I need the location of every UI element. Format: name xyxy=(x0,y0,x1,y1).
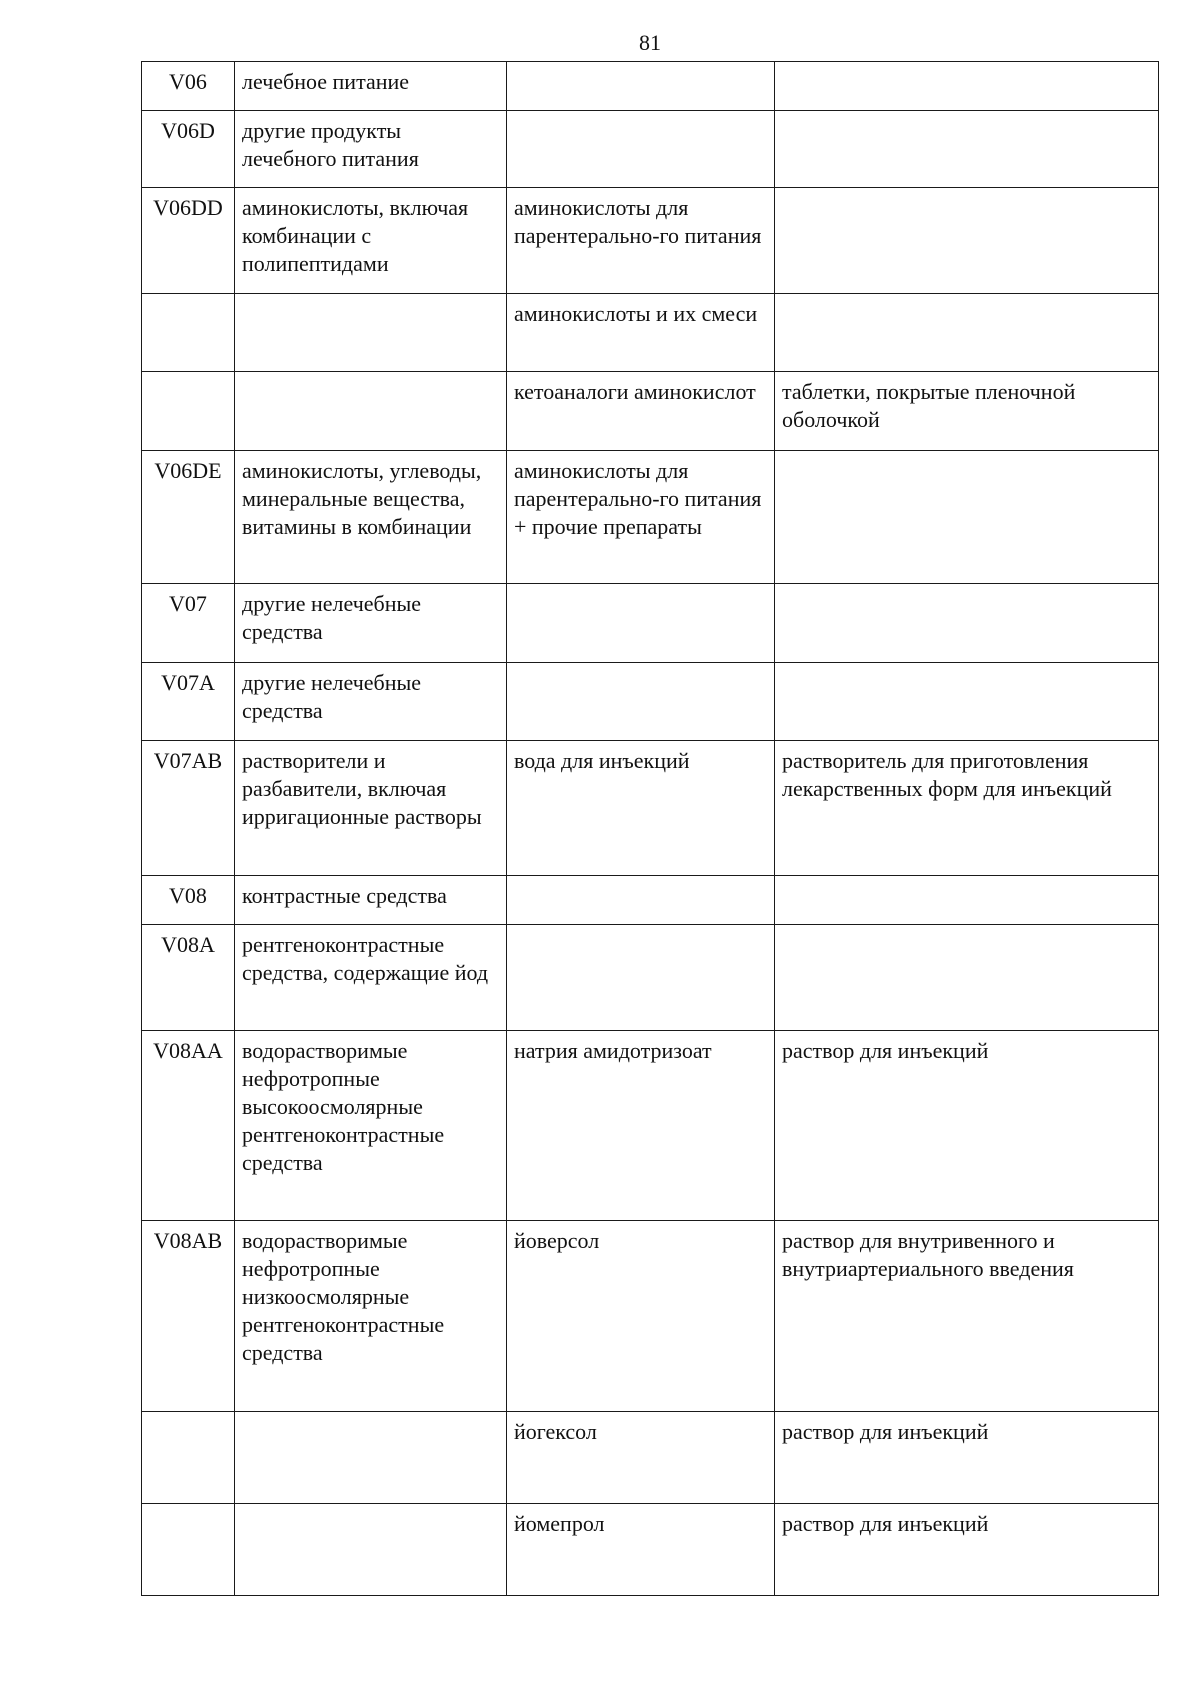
drug-cell: аминокислоты для парентерально-го питания xyxy=(507,188,775,294)
group-cell: рентгеноконтрастные средства, содержащие йод xyxy=(235,925,507,1031)
dosage-form-cell xyxy=(775,925,1159,1031)
table-row xyxy=(142,1412,1159,1504)
atc-code-cell: V08A xyxy=(142,925,235,1031)
group-cell: аминокислоты, углеводы, минеральные вещества, витамины в комбинации xyxy=(235,451,507,584)
table-row xyxy=(142,663,1159,741)
page-number: 81 xyxy=(639,30,661,55)
atc-code-cell: V06DD xyxy=(142,188,235,294)
table-row xyxy=(142,111,1159,188)
dosage-form-cell xyxy=(775,876,1159,925)
group-cell: водорастворимые нефротропные низкоосмолярные рентгеноконтрастные средства xyxy=(235,1221,507,1412)
atc-code-cell: V08AA xyxy=(142,1031,235,1221)
dosage-form-cell xyxy=(775,451,1159,584)
table-row xyxy=(142,584,1159,663)
drug-cell xyxy=(507,925,775,1031)
group-cell: другие продукты лечебного питания xyxy=(235,111,507,188)
atc-code-cell: V06 xyxy=(142,62,235,111)
group-cell xyxy=(235,372,507,451)
drug-cell: кетоаналоги аминокислот xyxy=(507,372,775,451)
atc-code-cell xyxy=(142,1504,235,1596)
drug-cell: йомепрол xyxy=(507,1504,775,1596)
group-cell: аминокислоты, включая комбинации с полипептидами xyxy=(235,188,507,294)
table-row xyxy=(142,62,1159,111)
table-row xyxy=(142,451,1159,584)
drug-cell: йогексол xyxy=(507,1412,775,1504)
drug-cell: аминокислоты для парентерально-го питания + прочие препараты xyxy=(507,451,775,584)
table-row xyxy=(142,876,1159,925)
atc-code-cell xyxy=(142,294,235,372)
drug-cell: аминокислоты и их смеси xyxy=(507,294,775,372)
drug-cell: йоверсол xyxy=(507,1221,775,1412)
group-cell: другие нелечебные средства xyxy=(235,584,507,663)
group-cell xyxy=(235,1504,507,1596)
table-row xyxy=(142,741,1159,876)
group-cell: контрастные средства xyxy=(235,876,507,925)
drug-cell xyxy=(507,111,775,188)
group-cell: другие нелечебные средства xyxy=(235,663,507,741)
atc-code-cell: V08 xyxy=(142,876,235,925)
table-row xyxy=(142,925,1159,1031)
dosage-form-cell: раствор для инъекций xyxy=(775,1031,1159,1221)
drug-cell xyxy=(507,876,775,925)
dosage-form-cell xyxy=(775,584,1159,663)
group-cell xyxy=(235,1412,507,1504)
table-row xyxy=(142,294,1159,372)
drug-cell xyxy=(507,62,775,111)
medication-table xyxy=(141,61,1159,1596)
atc-code-cell xyxy=(142,372,235,451)
drug-cell xyxy=(507,663,775,741)
atc-code-cell: V07A xyxy=(142,663,235,741)
group-cell: лечебное питание xyxy=(235,62,507,111)
dosage-form-cell: раствор для инъекций xyxy=(775,1504,1159,1596)
dosage-form-cell: раствор для инъекций xyxy=(775,1412,1159,1504)
dosage-form-cell: раствор для внутривенного и внутриартериального введения xyxy=(775,1221,1159,1412)
dosage-form-cell: таблетки, покрытые пленочной оболочкой xyxy=(775,372,1159,451)
dosage-form-cell: растворитель для приготовления лекарственных форм для инъекций xyxy=(775,741,1159,876)
dosage-form-cell xyxy=(775,111,1159,188)
atc-code-cell: V07 xyxy=(142,584,235,663)
dosage-form-cell xyxy=(775,294,1159,372)
table-row xyxy=(142,188,1159,294)
drug-cell: натрия амидотризоат xyxy=(507,1031,775,1221)
atc-code-cell: V07AB xyxy=(142,741,235,876)
drug-cell: вода для инъекций xyxy=(507,741,775,876)
table-row xyxy=(142,1031,1159,1221)
atc-code-cell xyxy=(142,1412,235,1504)
dosage-form-cell xyxy=(775,62,1159,111)
atc-code-cell: V06D xyxy=(142,111,235,188)
drug-cell xyxy=(507,584,775,663)
group-cell xyxy=(235,294,507,372)
atc-code-cell: V06DE xyxy=(142,451,235,584)
table-row xyxy=(142,1221,1159,1412)
dosage-form-cell xyxy=(775,663,1159,741)
group-cell: водорастворимые нефротропные высокоосмолярные рентгеноконтрастные средства xyxy=(235,1031,507,1221)
table-row xyxy=(142,1504,1159,1596)
dosage-form-cell xyxy=(775,188,1159,294)
atc-code-cell: V08AB xyxy=(142,1221,235,1412)
table-row xyxy=(142,372,1159,451)
group-cell: растворители и разбавители, включая ирригационные растворы xyxy=(235,741,507,876)
